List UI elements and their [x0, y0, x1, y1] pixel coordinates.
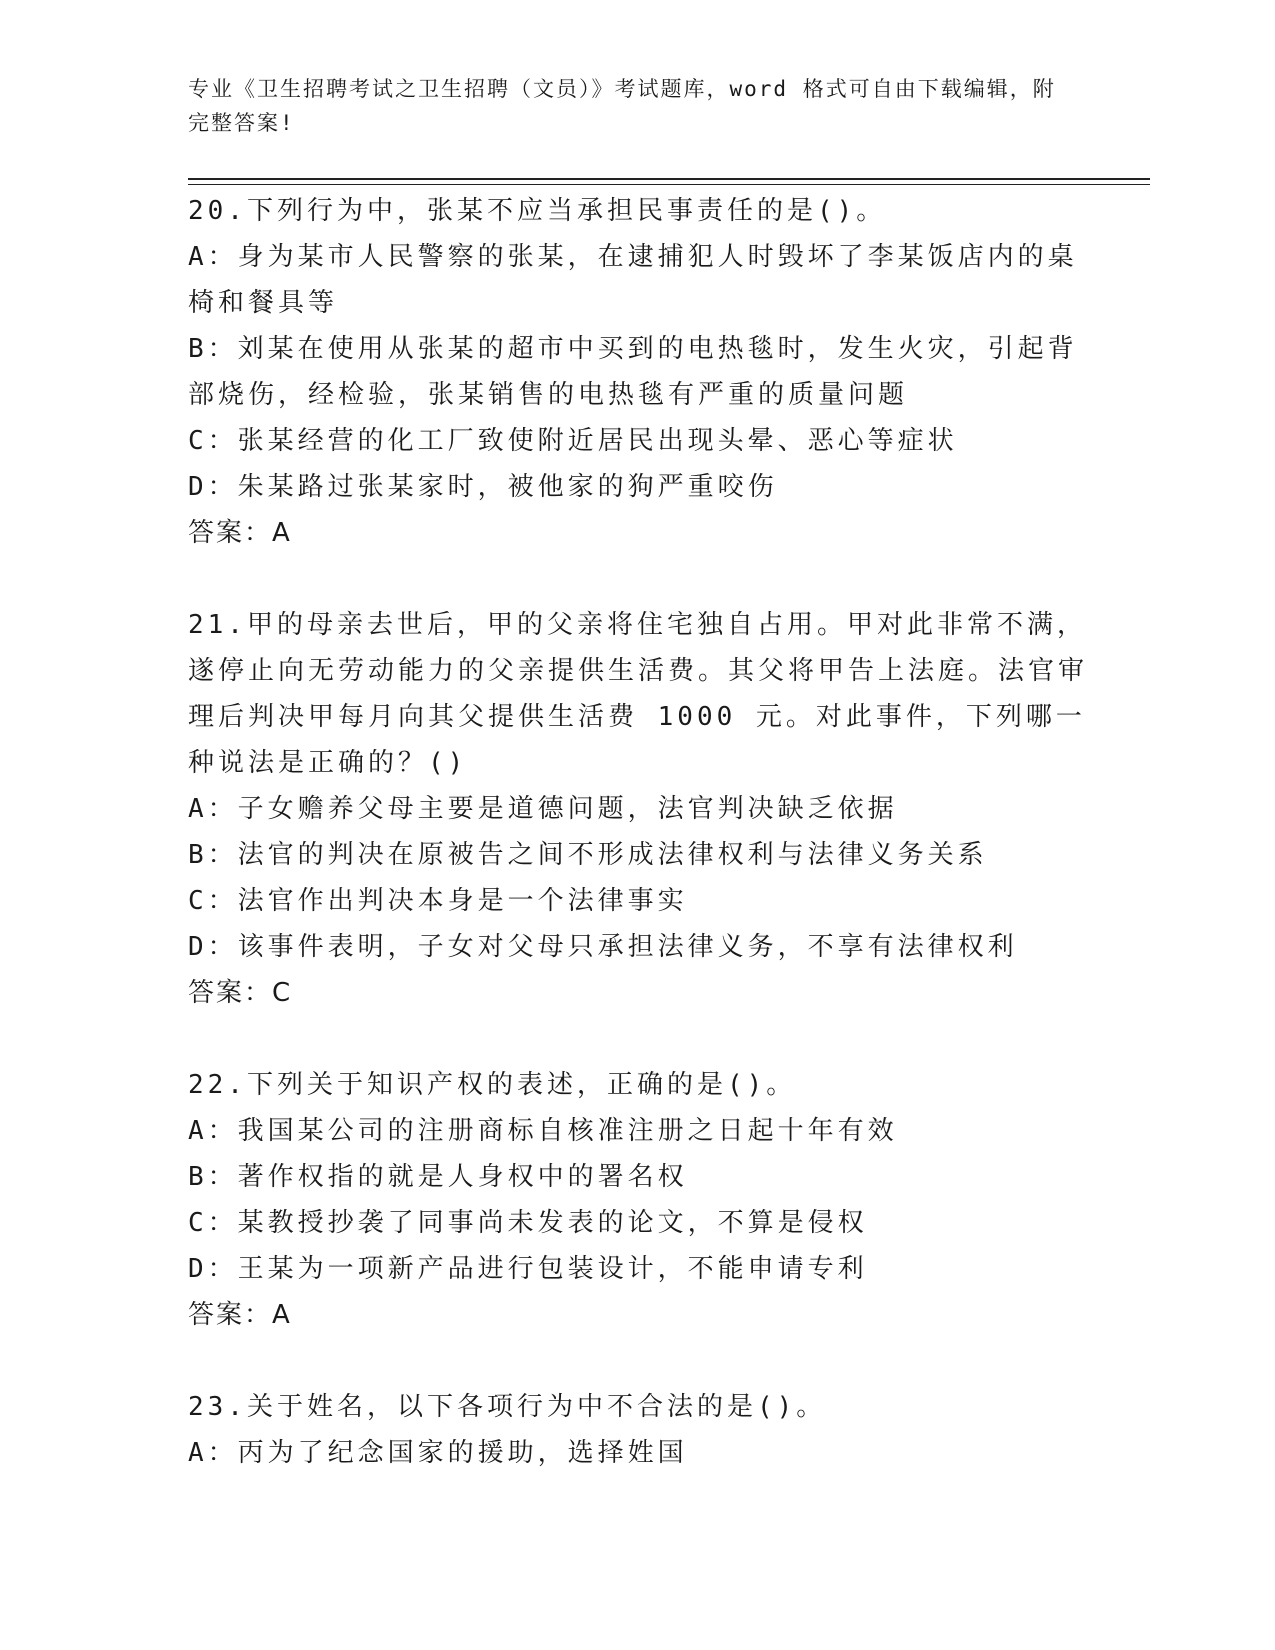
header-divider-thick [188, 178, 1150, 180]
question-stem: 21.甲的母亲去世后，甲的父亲将住宅独自占用。甲对此非常不满，遂停止向无劳动能力的父亲提供生活费。其父将甲告上法庭。法官审理后判决甲每月向其父提供生活费 1000 元。对此事件，下列哪一种说法是正确的？() [188, 610, 1089, 778]
question-stem: 23.关于姓名，以下各项行为中不合法的是()。 [188, 1392, 827, 1422]
option-a: A：身为某市人民警察的张某，在逮捕犯人时毁坏了李某饭店内的桌椅和餐具等 [188, 242, 1078, 318]
option-d: D：该事件表明，子女对父母只承担法律义务，不享有法律权利 [188, 932, 1018, 962]
question-stem: 20.下列行为中，张某不应当承担民事责任的是()。 [188, 196, 887, 226]
answer: 答案：A [188, 518, 292, 548]
spacer [188, 1016, 1088, 1062]
answer: 答案：A [188, 1300, 292, 1330]
question-23 [188, 1384, 1088, 1476]
option-d: D：王某为一项新产品进行包装设计，不能申请专利 [188, 1254, 868, 1284]
question-list [188, 188, 1088, 1476]
question-stem: 22.下列关于知识产权的表述，正确的是()。 [188, 1070, 797, 1100]
option-d: D：朱某路过张某家时，被他家的狗严重咬伤 [188, 472, 778, 502]
spacer [188, 556, 1088, 602]
header-title: 专业《卫生招聘考试之卫生招聘（文员）》考试题库，word 格式可自由下载编辑，附完整答案! [188, 77, 1056, 135]
header-divider-thin [188, 184, 1150, 185]
option-b: B：刘某在使用从张某的超市中买到的电热毯时，发生火灾，引起背部烧伤，经检验，张某销售的电热毯有严重的质量问题 [188, 334, 1078, 410]
option-c: C：某教授抄袭了同事尚未发表的论文，不算是侵权 [188, 1208, 868, 1238]
question-22 [188, 1062, 1088, 1338]
question-21 [188, 602, 1088, 1016]
option-a: A：丙为了纪念国家的援助，选择姓国 [188, 1438, 688, 1468]
option-c: C：张某经营的化工厂致使附近居民出现头晕、恶心等症状 [188, 426, 958, 456]
option-b: B：法官的判决在原被告之间不形成法律权利与法律义务关系 [188, 840, 988, 870]
answer: 答案：C [188, 978, 293, 1008]
option-c: C：法官作出判决本身是一个法律事实 [188, 886, 688, 916]
question-20 [188, 188, 1088, 556]
option-b: B：著作权指的就是人身权中的署名权 [188, 1162, 688, 1192]
option-a: A：我国某公司的注册商标自核准注册之日起十年有效 [188, 1116, 898, 1146]
document-header [188, 72, 1068, 140]
option-a: A：子女赡养父母主要是道德问题，法官判决缺乏依据 [188, 794, 898, 824]
spacer [188, 1338, 1088, 1384]
